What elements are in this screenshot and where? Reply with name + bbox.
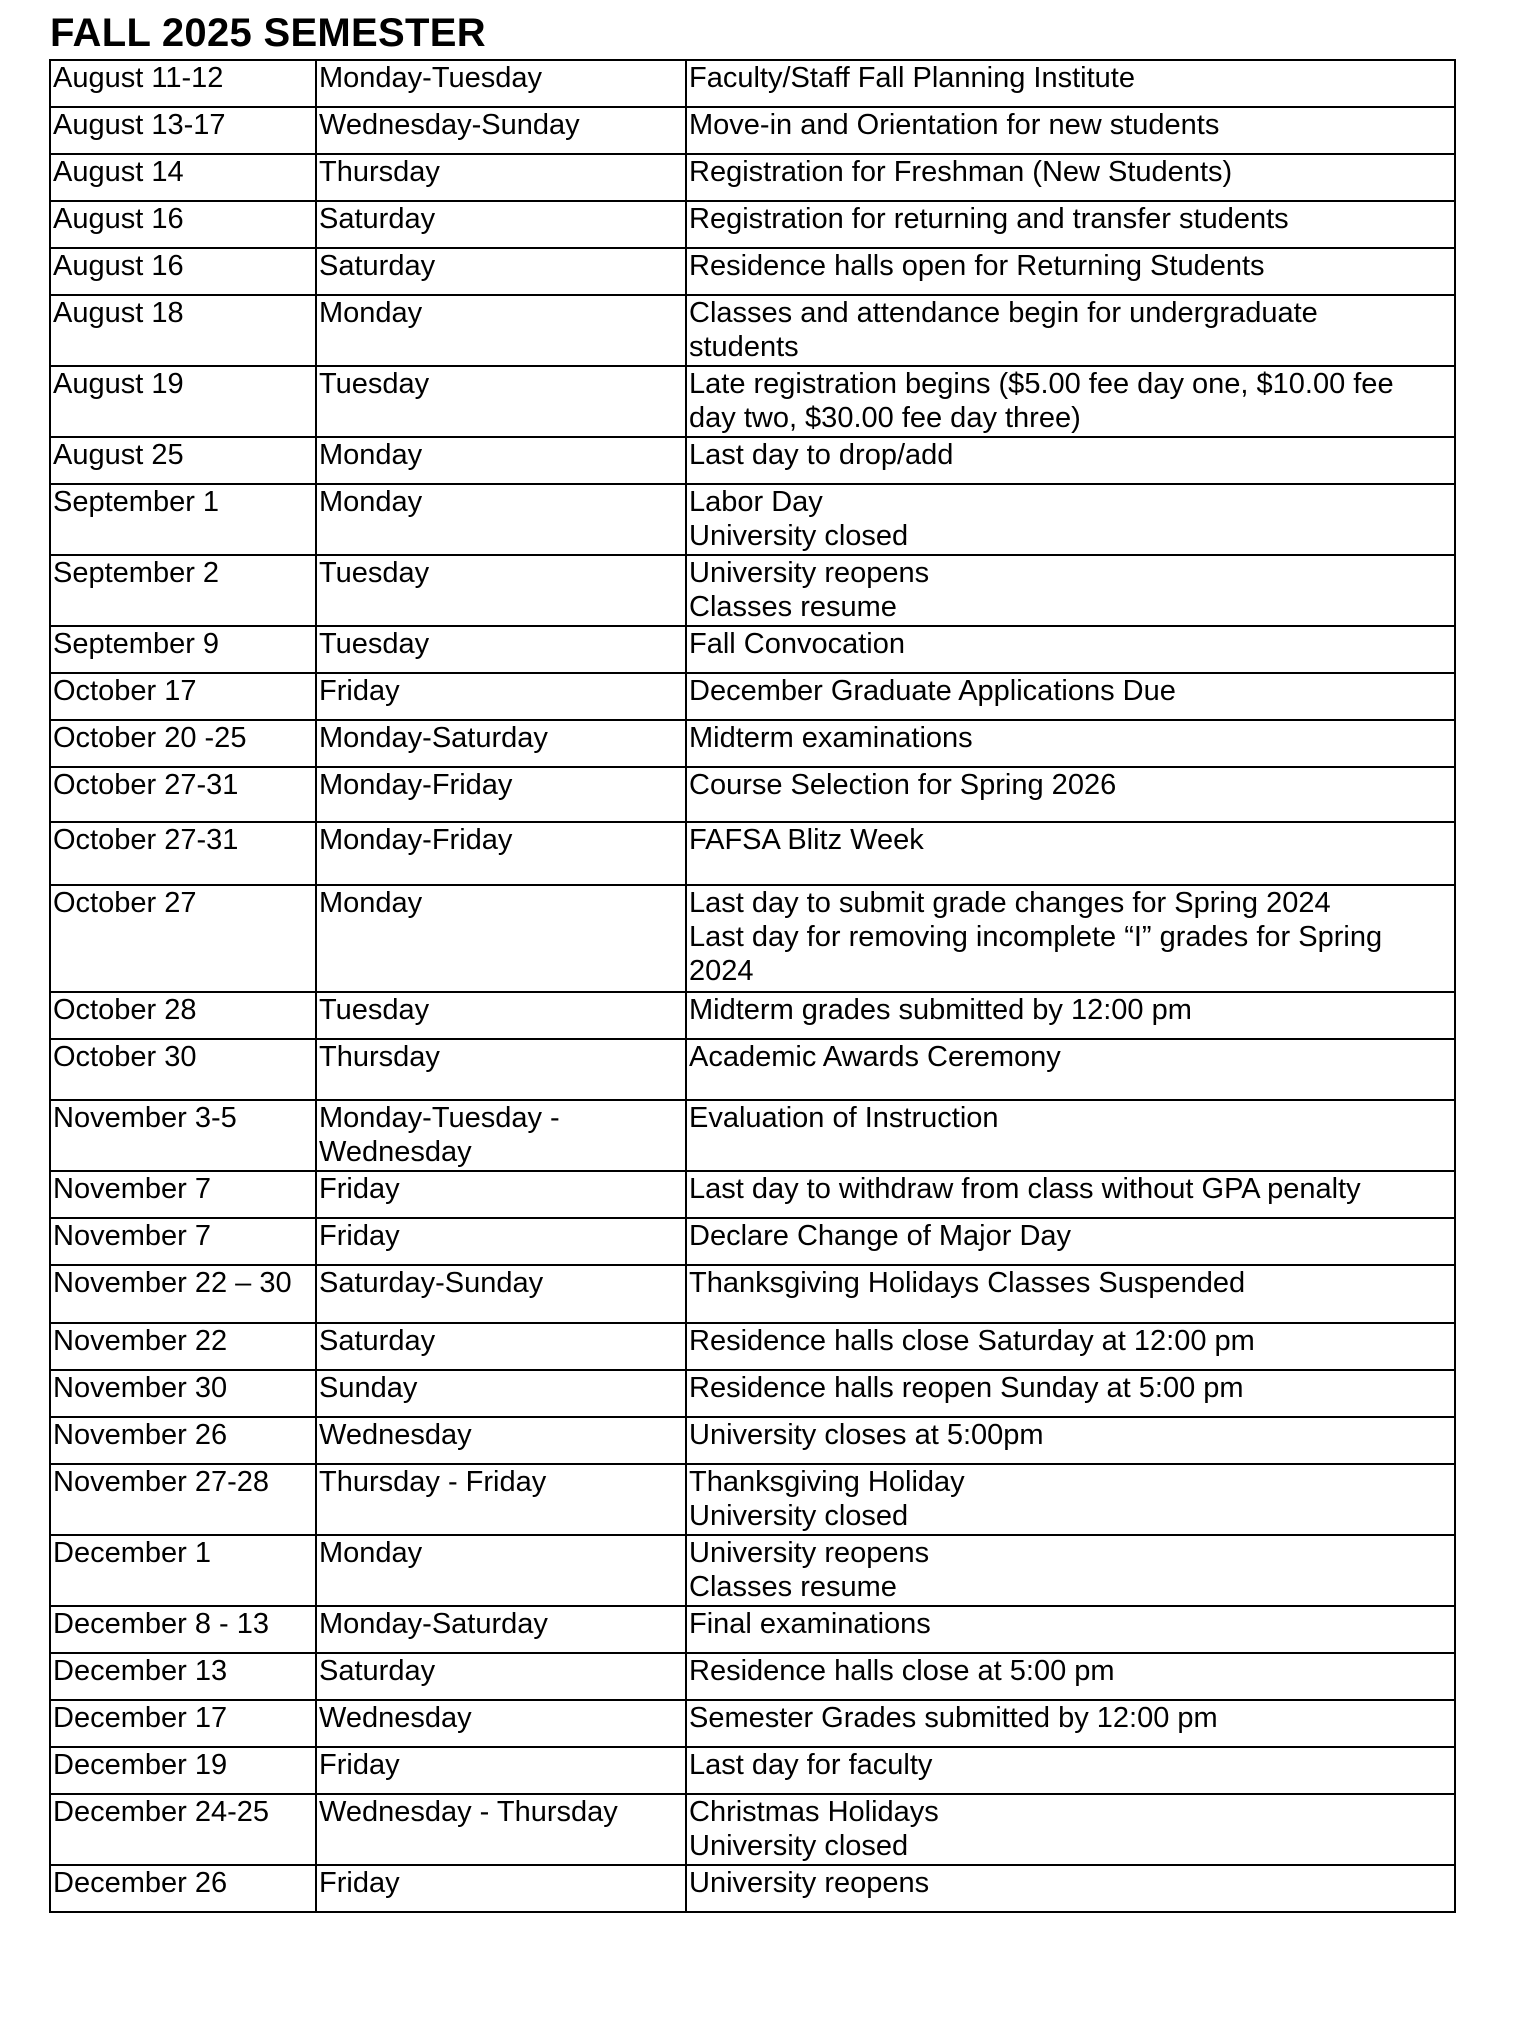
event-line: Thanksgiving Holiday	[689, 1466, 965, 1498]
event-line: Midterm examinations	[689, 722, 973, 754]
event-cell	[686, 1417, 1455, 1464]
event-line: Classes resume	[689, 591, 897, 623]
day-cell	[316, 1100, 686, 1171]
table-row	[50, 720, 1455, 767]
event-cell	[686, 1700, 1455, 1747]
event-cell	[686, 720, 1455, 767]
event-line: Late registration begins ($5.00 fee day one, $10.00 fee	[689, 368, 1394, 400]
day-line: Wednesday-Sunday	[319, 109, 580, 141]
event-line: University closed	[689, 520, 909, 552]
table-row	[50, 1865, 1455, 1912]
day-cell	[316, 885, 686, 992]
event-cell	[686, 484, 1455, 555]
event-line: Move-in and Orientation for new students	[689, 109, 1220, 141]
event-line: Labor Day	[689, 486, 823, 518]
table-row	[50, 1747, 1455, 1794]
day-line: Monday	[319, 439, 423, 471]
table-row	[50, 107, 1455, 154]
table-row	[50, 555, 1455, 626]
event-line: Christmas Holidays	[689, 1796, 939, 1828]
event-cell	[686, 1535, 1455, 1606]
day-cell	[316, 201, 686, 248]
date-cell: October 27	[50, 885, 316, 992]
day-cell	[316, 1865, 686, 1912]
day-line: Friday	[319, 1173, 400, 1205]
day-cell	[316, 1700, 686, 1747]
day-line: Tuesday	[319, 557, 430, 589]
date-cell: August 18	[50, 295, 316, 366]
day-line: Thursday	[319, 1041, 440, 1073]
event-line: Thanksgiving Holidays Classes Suspended	[689, 1267, 1246, 1299]
date-cell: December 1	[50, 1535, 316, 1606]
date-cell: November 22	[50, 1323, 316, 1370]
date-cell: August 14	[50, 154, 316, 201]
event-line: Residence halls open for Returning Students	[689, 250, 1265, 282]
event-line: 2024	[689, 955, 754, 987]
event-cell	[686, 1653, 1455, 1700]
date-cell: September 9	[50, 626, 316, 673]
page-title: FALL 2025 SEMESTER	[50, 11, 486, 55]
event-line: University reopens	[689, 1867, 930, 1899]
table-row	[50, 885, 1455, 992]
event-line: University reopens	[689, 1537, 930, 1569]
day-line: Saturday	[319, 250, 436, 282]
table-row	[50, 1218, 1455, 1265]
day-cell	[316, 555, 686, 626]
day-cell	[316, 992, 686, 1039]
event-line: Classes and attendance begin for undergraduate	[689, 297, 1318, 329]
day-cell	[316, 1417, 686, 1464]
event-line: Course Selection for Spring 2026	[689, 769, 1117, 801]
day-line: Tuesday	[319, 628, 430, 660]
table-row	[50, 1700, 1455, 1747]
day-cell	[316, 60, 686, 107]
day-cell	[316, 154, 686, 201]
date-cell: December 8 - 13	[50, 1606, 316, 1653]
date-cell: October 27-31	[50, 767, 316, 822]
event-cell	[686, 1794, 1455, 1865]
date-cell: August 16	[50, 248, 316, 295]
day-line: Wednesday	[319, 1419, 472, 1451]
day-cell	[316, 107, 686, 154]
event-cell	[686, 1039, 1455, 1100]
table-row	[50, 1417, 1455, 1464]
day-line: Sunday	[319, 1372, 418, 1404]
date-cell: October 17	[50, 673, 316, 720]
event-line: University reopens	[689, 557, 930, 589]
event-line: day two, $30.00 fee day three)	[689, 402, 1081, 434]
table-row	[50, 1606, 1455, 1653]
date-cell: December 17	[50, 1700, 316, 1747]
day-cell	[316, 1218, 686, 1265]
event-cell	[686, 1100, 1455, 1171]
event-cell	[686, 154, 1455, 201]
event-cell	[686, 248, 1455, 295]
day-line: Tuesday	[319, 368, 430, 400]
date-cell: November 7	[50, 1218, 316, 1265]
event-line: Faculty/Staff Fall Planning Institute	[689, 62, 1135, 94]
event-cell	[686, 1464, 1455, 1535]
table-row	[50, 767, 1455, 822]
table-row	[50, 992, 1455, 1039]
table-row	[50, 201, 1455, 248]
date-cell: December 26	[50, 1865, 316, 1912]
date-cell: December 13	[50, 1653, 316, 1700]
table-row	[50, 1535, 1455, 1606]
event-cell	[686, 201, 1455, 248]
table-row	[50, 1039, 1455, 1100]
day-line: Wednesday - Thursday	[319, 1796, 618, 1828]
calendar-body	[50, 60, 1455, 1912]
event-cell	[686, 1218, 1455, 1265]
day-line: Monday-Tuesday	[319, 62, 542, 94]
date-cell: October 20 -25	[50, 720, 316, 767]
day-cell	[316, 437, 686, 484]
event-line: Semester Grades submitted by 12:00 pm	[689, 1702, 1218, 1734]
event-line: FAFSA Blitz Week	[689, 824, 924, 856]
date-cell: November 3-5	[50, 1100, 316, 1171]
day-line: Monday-Saturday	[319, 722, 548, 754]
table-row	[50, 484, 1455, 555]
event-cell	[686, 1865, 1455, 1912]
event-line: Registration for Freshman (New Students)	[689, 156, 1233, 188]
date-cell: September 2	[50, 555, 316, 626]
event-line: University closed	[689, 1500, 909, 1532]
day-line: Wednesday	[319, 1702, 472, 1734]
table-row	[50, 248, 1455, 295]
event-cell	[686, 60, 1455, 107]
day-line: Monday	[319, 887, 423, 919]
event-line: Residence halls reopen Sunday at 5:00 pm	[689, 1372, 1244, 1404]
day-line: Monday-Tuesday -	[319, 1102, 560, 1134]
event-line: Last day for removing incomplete “I” grades for Spring	[689, 921, 1383, 953]
date-cell: October 27-31	[50, 822, 316, 885]
day-line: Thursday - Friday	[319, 1466, 547, 1498]
day-line: Monday-Saturday	[319, 1608, 548, 1640]
day-line: Monday	[319, 486, 423, 518]
event-cell	[686, 1171, 1455, 1218]
day-line: Saturday	[319, 203, 436, 235]
day-line: Friday	[319, 1749, 400, 1781]
table-row	[50, 1653, 1455, 1700]
table-row	[50, 60, 1455, 107]
day-cell	[316, 1171, 686, 1218]
event-cell	[686, 1265, 1455, 1323]
day-line: Monday	[319, 297, 423, 329]
event-cell	[686, 437, 1455, 484]
day-cell	[316, 1323, 686, 1370]
day-cell	[316, 822, 686, 885]
date-cell: November 27-28	[50, 1464, 316, 1535]
day-cell	[316, 484, 686, 555]
table-row	[50, 1171, 1455, 1218]
date-cell: November 30	[50, 1370, 316, 1417]
date-cell: September 1	[50, 484, 316, 555]
day-line: Friday	[319, 675, 400, 707]
table-row	[50, 1100, 1455, 1171]
event-cell	[686, 1323, 1455, 1370]
event-line: Residence halls close Saturday at 12:00 pm	[689, 1325, 1255, 1357]
event-line: December Graduate Applications Due	[689, 675, 1176, 707]
table-row	[50, 154, 1455, 201]
date-cell: December 24-25	[50, 1794, 316, 1865]
date-cell: October 28	[50, 992, 316, 1039]
day-cell	[316, 1039, 686, 1100]
day-cell	[316, 1747, 686, 1794]
event-line: Fall Convocation	[689, 628, 905, 660]
event-cell	[686, 555, 1455, 626]
event-line: University closed	[689, 1830, 909, 1862]
day-cell	[316, 1653, 686, 1700]
table-row	[50, 673, 1455, 720]
day-cell	[316, 1370, 686, 1417]
day-cell	[316, 1464, 686, 1535]
date-cell: November 7	[50, 1171, 316, 1218]
date-cell: August 11-12	[50, 60, 316, 107]
event-line: Registration for returning and transfer students	[689, 203, 1289, 235]
table-row	[50, 295, 1455, 366]
event-line: Midterm grades submitted by 12:00 pm	[689, 994, 1192, 1026]
date-cell: August 13-17	[50, 107, 316, 154]
event-cell	[686, 885, 1455, 992]
day-line: Friday	[319, 1220, 400, 1252]
date-cell: August 25	[50, 437, 316, 484]
event-line: Last day to withdraw from class without GPA penalty	[689, 1173, 1361, 1205]
day-line: Thursday	[319, 156, 440, 188]
event-cell	[686, 366, 1455, 437]
day-line: Monday	[319, 1537, 423, 1569]
event-cell	[686, 1606, 1455, 1653]
event-line: Final examinations	[689, 1608, 931, 1640]
day-cell	[316, 248, 686, 295]
day-cell	[316, 720, 686, 767]
day-line: Saturday-Sunday	[319, 1267, 544, 1299]
event-line: students	[689, 331, 799, 363]
date-cell: August 16	[50, 201, 316, 248]
day-line: Wednesday	[319, 1136, 472, 1168]
event-line: Evaluation of Instruction	[689, 1102, 999, 1134]
table-row	[50, 437, 1455, 484]
event-line: Last day to submit grade changes for Spring 2024	[689, 887, 1331, 919]
event-cell	[686, 767, 1455, 822]
table-row	[50, 626, 1455, 673]
event-line: University closes at 5:00pm	[689, 1419, 1044, 1451]
event-cell	[686, 992, 1455, 1039]
event-cell	[686, 626, 1455, 673]
event-line: Residence halls close at 5:00 pm	[689, 1655, 1115, 1687]
date-cell: November 22 – 30	[50, 1265, 316, 1323]
table-row	[50, 366, 1455, 437]
event-cell	[686, 673, 1455, 720]
day-cell	[316, 673, 686, 720]
day-cell	[316, 626, 686, 673]
table-row	[50, 1464, 1455, 1535]
event-line: Declare Change of Major Day	[689, 1220, 1072, 1252]
date-cell: October 30	[50, 1039, 316, 1100]
day-line: Saturday	[319, 1325, 436, 1357]
event-cell	[686, 822, 1455, 885]
date-cell: December 19	[50, 1747, 316, 1794]
event-cell	[686, 1747, 1455, 1794]
table-row	[50, 822, 1455, 885]
day-cell	[316, 1535, 686, 1606]
day-line: Saturday	[319, 1655, 436, 1687]
day-line: Monday-Friday	[319, 824, 513, 856]
day-line: Tuesday	[319, 994, 430, 1026]
event-line: Classes resume	[689, 1571, 897, 1603]
day-line: Friday	[319, 1867, 400, 1899]
day-line: Monday-Friday	[319, 769, 513, 801]
day-cell	[316, 1606, 686, 1653]
table-row	[50, 1323, 1455, 1370]
event-cell	[686, 1370, 1455, 1417]
day-cell	[316, 1265, 686, 1323]
table-row	[50, 1370, 1455, 1417]
event-line: Last day for faculty	[689, 1749, 933, 1781]
day-cell	[316, 295, 686, 366]
semester-calendar-table	[49, 59, 1456, 1913]
day-cell	[316, 1794, 686, 1865]
event-cell	[686, 295, 1455, 366]
date-cell: November 26	[50, 1417, 316, 1464]
event-line: Last day to drop/add	[689, 439, 954, 471]
day-cell	[316, 366, 686, 437]
event-cell	[686, 107, 1455, 154]
day-cell	[316, 767, 686, 822]
event-line: Academic Awards Ceremony	[689, 1041, 1061, 1073]
table-row	[50, 1794, 1455, 1865]
table-row	[50, 1265, 1455, 1323]
date-cell: August 19	[50, 366, 316, 437]
